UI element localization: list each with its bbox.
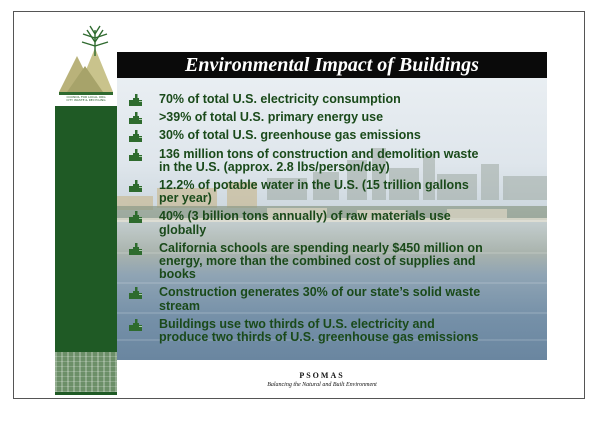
bullet-text-line: produce two thirds of U.S. greenhouse gas emissions: [159, 330, 479, 345]
pointing-hand-icon: [127, 111, 145, 125]
pointing-hand-icon: [127, 242, 145, 256]
bullet-item: [127, 129, 537, 142]
company-tagline: Balancing the Natural and Built Environment: [267, 382, 377, 388]
pointing-hand-icon: [127, 148, 145, 162]
company-brand: PSOMAS: [299, 371, 345, 380]
slide-content-area: [117, 78, 547, 360]
bullet-text-line: >39% of total U.S. primary energy use: [159, 110, 384, 125]
logo-caption: [55, 96, 117, 106]
pointing-hand-icon: [127, 318, 145, 332]
sidebar-pattern: [55, 352, 117, 392]
bullet-text-line: 40% (3 billion tons annually) of raw materials use: [159, 209, 451, 224]
bullet-item: [127, 93, 537, 106]
mountain-tree-logo-icon: [55, 22, 117, 96]
bullet-item: [127, 210, 537, 236]
pointing-hand-icon: [127, 179, 145, 193]
bullet-text-line: 70% of total U.S. electricity consumption: [159, 92, 401, 106]
bullet-text-line: California schools are spending nearly $450 million on: [159, 240, 483, 255]
pointing-hand-icon: [127, 129, 145, 143]
bullet-text-line: 136 million tons of construction and demolition waste: [159, 146, 479, 161]
pointing-hand-icon: [127, 93, 145, 107]
bullet-text-line: Buildings use two thirds of U.S. electricity and: [159, 316, 435, 331]
organization-logo: [55, 22, 117, 96]
bullet-text-line: 30% of total U.S. greenhouse gas emissions: [159, 128, 421, 143]
logo-caption-line: COUNCIL FOR LOCAL ORG: [66, 96, 106, 99]
bullet-item: [127, 111, 537, 124]
bullet-text-line: energy, more than the combined cost of supplies and: [159, 254, 476, 269]
bullet-item: [127, 148, 537, 174]
bullet-text-line: stream: [159, 298, 200, 313]
bullet-text-line: 12.2% of potable water in the U.S. (15 trillion gallons: [159, 178, 469, 193]
bullet-text-line: per year): [159, 191, 212, 206]
logo-caption-line: CITY WASTE & RECYCLING: [66, 98, 106, 103]
bullet-item: [127, 286, 537, 312]
bullet-item: [127, 242, 537, 282]
bullet-text-line: Construction generates 30% of our state’s solid waste: [159, 285, 481, 300]
bullet-list: [127, 93, 537, 344]
pointing-hand-icon: [127, 210, 145, 224]
bullet-text-line: books: [159, 267, 196, 282]
bullet-text-line: globally: [159, 222, 207, 237]
pointing-hand-icon: [127, 286, 145, 300]
slide-title: Environmental Impact of Buildings: [117, 52, 547, 78]
bullet-text-line: in the U.S. (approx. 2.8 lbs/person/day): [159, 159, 390, 174]
bullet-item: [127, 318, 537, 344]
bullet-item: [127, 179, 537, 205]
